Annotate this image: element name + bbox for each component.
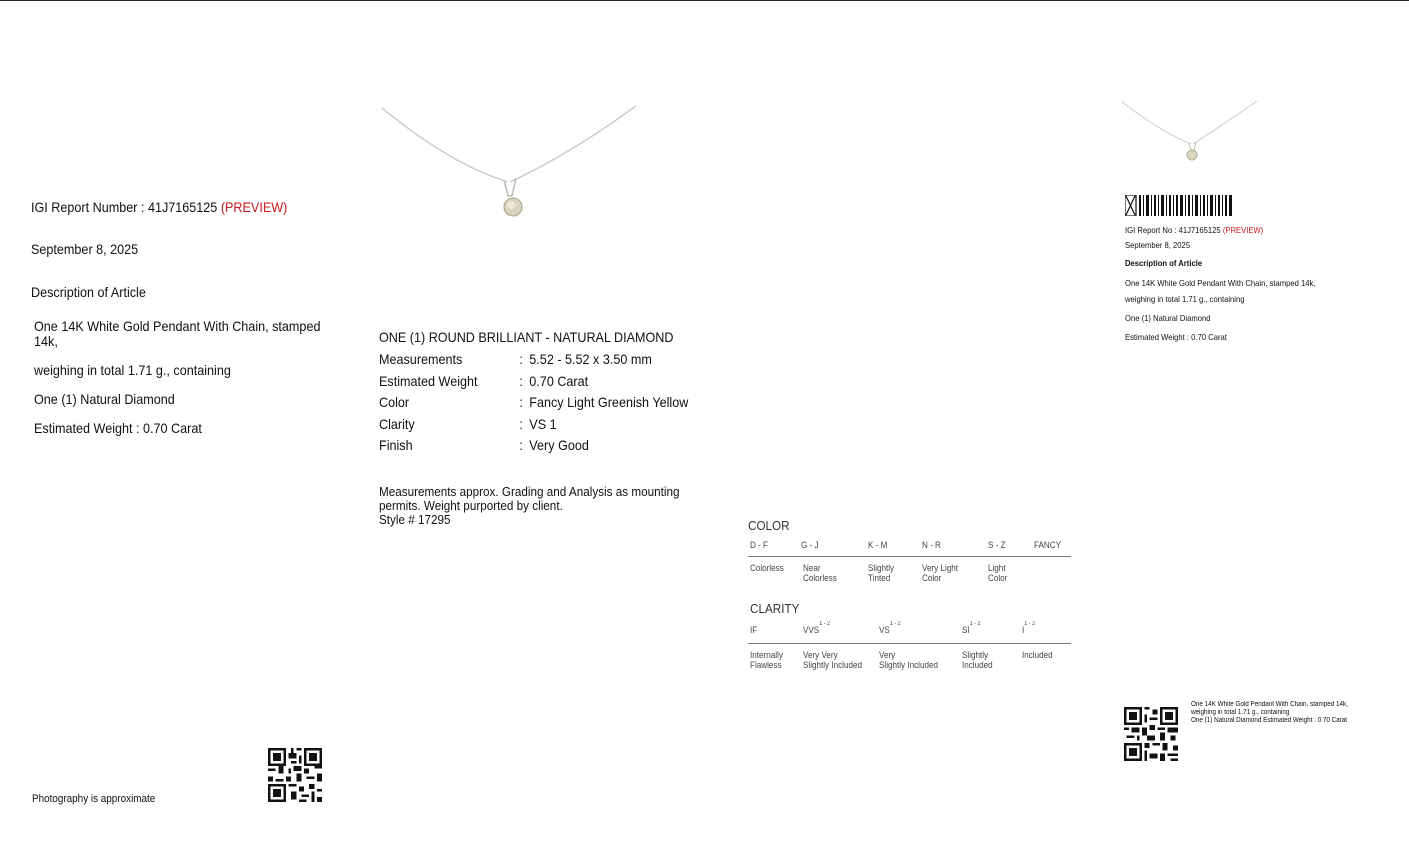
report-number-line	[31, 199, 287, 215]
photography-note: Photography is approximate	[32, 793, 156, 805]
color-grade-code: K - M	[868, 540, 888, 550]
color-grade-desc: Colorless	[750, 563, 784, 573]
comments-block	[379, 485, 739, 527]
card-description-line-4: Estimated Weight : 0.70 Carat	[1125, 332, 1227, 342]
spec-row	[379, 373, 703, 395]
card-bottom-text	[1191, 701, 1362, 725]
color-grade-code: D - F	[750, 540, 768, 550]
description-line-3: One (1) Natural Diamond	[34, 391, 175, 407]
spec-sep: :	[519, 394, 523, 410]
comments-line-2: permits. Weight purported by client.	[379, 498, 563, 513]
spec-key: Finish	[379, 437, 413, 453]
spec-key: Clarity	[379, 415, 415, 432]
report-number: IGI Report Number : 41J7165125	[31, 199, 218, 215]
spec-key: Estimated Weight	[379, 372, 478, 389]
description-title: Description of Article	[31, 284, 146, 300]
qr-code-icon	[268, 748, 322, 802]
card-description-line-2: weighing in total 1.71 g., containing	[1125, 294, 1245, 304]
color-grade-desc: Very Light Color	[922, 563, 959, 583]
card-description-line-1: One 14K White Gold Pendant With Chain, stamped 14k,	[1125, 278, 1316, 288]
spec-row	[379, 394, 703, 416]
style-number: Style # 17295	[379, 512, 451, 527]
color-scale-title: COLOR	[748, 518, 790, 533]
specs-table	[379, 351, 739, 459]
description-line-4: Estimated Weight : 0.70 Carat	[34, 420, 202, 436]
clarity-grade-desc: Internally Flawless	[750, 650, 783, 670]
clarity-grade-code: $I^{1 - 2}$	[1022, 621, 1036, 635]
color-grade-desc: Light Color	[988, 563, 1008, 583]
card-bottom-line-2: weighing in total 1.71 g., containing	[1191, 709, 1290, 716]
spec-sep: :	[519, 437, 523, 453]
card-preview-label: (PREVIEW)	[1222, 225, 1264, 235]
spec-value: 5.52 - 5.52 x 3.50 mm	[529, 351, 652, 367]
spec-row	[379, 437, 703, 459]
spec-key: Color	[379, 394, 410, 410]
card-bottom-line-1: One 14K White Gold Pendant With Chain, stamped 14k,	[1191, 701, 1348, 708]
color-grade-desc: Slightly Tinted	[868, 563, 895, 583]
comments-line-1: Measurements approx. Grading and Analysis as mounting	[379, 484, 680, 499]
card-report-number: IGI Report No : 41J7165125	[1125, 225, 1221, 235]
spec-sep: :	[519, 372, 523, 389]
clarity-grade-code: VVS$^{1 - 2}$	[803, 621, 831, 635]
card-bottom-line-3: One (1) Natural Diamond Estimated Weight : 0.70 Carat	[1191, 717, 1348, 724]
clarity-grade-code: SI$^{1 - 2}$	[962, 621, 981, 635]
pendant-photo	[380, 104, 638, 224]
color-grade-code: N - R	[922, 540, 941, 550]
preview-label: (PREVIEW)	[220, 199, 288, 215]
description-block	[34, 319, 331, 450]
spec-value: Fancy Light Greenish Yellow	[529, 394, 689, 410]
clarity-grade-desc: Included	[1022, 650, 1053, 660]
clarity-grade-desc: Very Very Slightly Included	[803, 650, 862, 670]
spec-sep: :	[519, 415, 523, 432]
clarity-scale-divider	[748, 643, 1071, 644]
description-line-1: One 14K White Gold Pendant With Chain, stamped 14k,	[34, 318, 321, 349]
spec-key: Measurements	[379, 351, 463, 367]
clarity-grade-desc: Very Slightly Included	[879, 650, 938, 670]
card-report-number-line	[1125, 225, 1263, 235]
clarity-scale-title: CLARITY	[750, 601, 800, 616]
clarity-grade-code: IF	[750, 625, 758, 635]
description-line-2: weighing in total 1.71 g., containing	[34, 362, 231, 378]
spec-value: 0.70 Carat	[529, 372, 589, 389]
clarity-grade-desc: Slightly Included	[962, 650, 993, 670]
card-pendant-photo	[1121, 100, 1259, 164]
card-qr-code-icon	[1124, 707, 1178, 761]
barcode-icon	[1125, 195, 1233, 216]
top-border	[0, 0, 1409, 1]
color-grade-desc: Near Colorless	[803, 563, 837, 583]
spec-row	[379, 351, 703, 373]
spec-row	[379, 416, 703, 438]
color-scale-divider	[748, 556, 1071, 557]
color-grade-code: FANCY	[1034, 540, 1062, 550]
diamond-title: ONE (1) ROUND BRILLIANT - NATURAL DIAMOND	[379, 329, 674, 345]
card-description-title: Description of Article	[1125, 258, 1203, 268]
card-date: September 8, 2025	[1125, 240, 1191, 250]
color-grade-code: S - Z	[988, 540, 1006, 550]
report-date: September 8, 2025	[31, 241, 139, 257]
spec-value: Very Good	[529, 437, 589, 453]
color-grade-code: G - J	[801, 540, 819, 550]
card-description-line-3: One (1) Natural Diamond	[1125, 313, 1211, 323]
spec-sep: :	[519, 351, 523, 367]
spec-value: VS 1	[529, 415, 557, 432]
clarity-grade-code: VS$^{1 - 2}$	[879, 621, 901, 635]
